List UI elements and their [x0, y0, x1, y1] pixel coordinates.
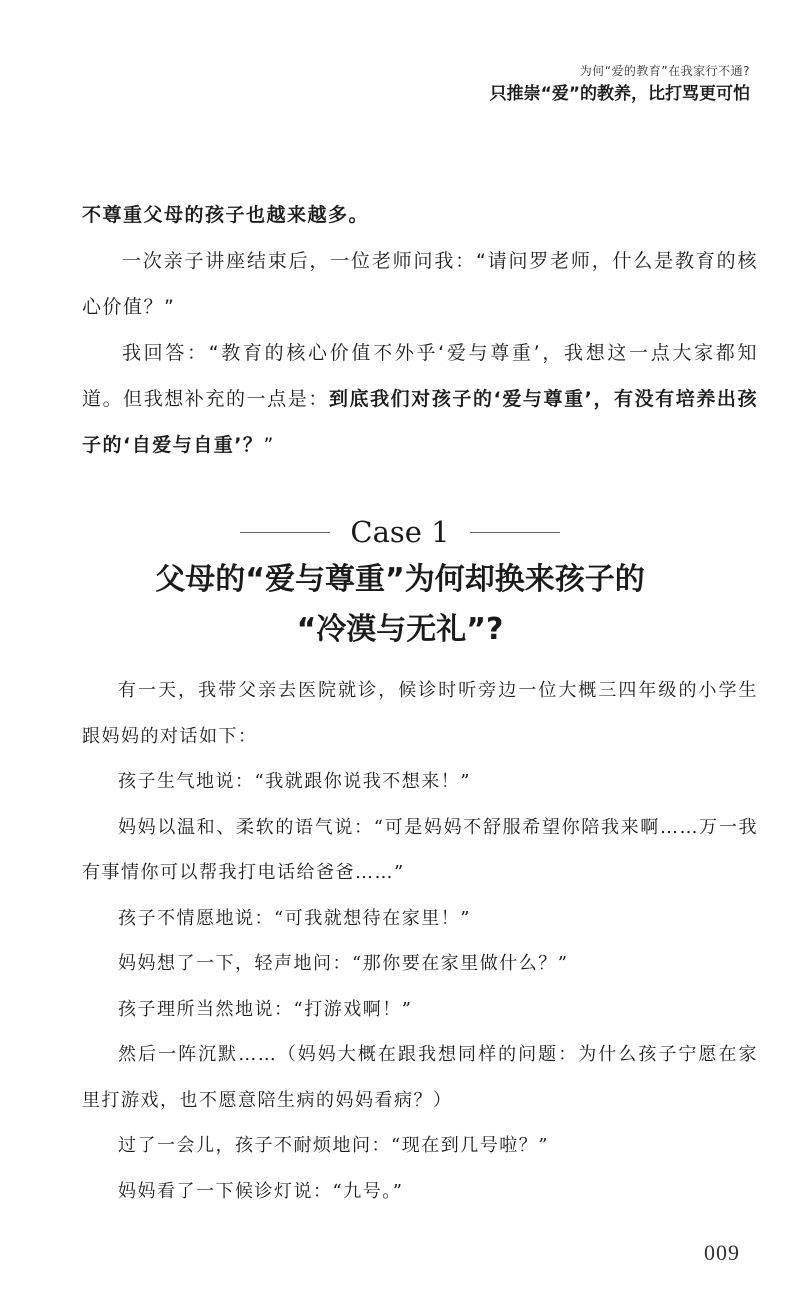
running-header-title: 只推崇“爱”的教养，比打骂更可怕: [489, 84, 750, 104]
intro-paragraph-2: 一次亲子讲座结束后，一位老师问我：“请问罗老师，什么是教育的核心价值？”: [82, 250, 758, 318]
intro-paragraph-3-plain: 我回答：“教育的核心价值不外乎‘爱与尊重’，我想这一点大家都知道。但我想补充的一点是：: [82, 342, 758, 410]
case-label: Case 1: [350, 515, 450, 549]
intro-line: [82, 192, 758, 238]
running-header: [490, 62, 750, 106]
case-title-line-2: “冷漠与无礼”?: [296, 612, 504, 647]
intro-paragraph-3: [82, 330, 758, 468]
page-number: 009: [704, 1240, 740, 1265]
story-paragraph: 妈妈想了一下，轻声地问：“那你要在家里做什么？”: [118, 953, 569, 974]
story-paragraph: 过了一会儿，孩子不耐烦地问：“现在到几号啦？”: [118, 1135, 549, 1156]
story-paragraph: 孩子理所当然地说：“打游戏啊！”: [118, 998, 413, 1020]
story-paragraph: 妈妈看了一下候诊灯说：“九号。”: [118, 1180, 404, 1202]
story-paragraph: 孩子不情愿地说：“可我就想待在家里！”: [118, 907, 471, 929]
story-paragraph: 妈妈以温和、柔软的语气说：“可是妈妈不舒服希望你陪我来啊……万一我有事情你可以帮我打电话给爸爸……”: [82, 816, 758, 883]
case-heading: [0, 510, 800, 654]
case-rule-left: [240, 532, 330, 533]
intro-paragraph-3-end: ”: [263, 434, 275, 456]
running-header-subtitle: 为何“爱的教育”在我家行不通?: [579, 64, 750, 78]
case-rule-right: [470, 532, 560, 533]
story-paragraph: 然后一阵沉默……（妈妈大概在跟我想同样的问题：为什么孩子宁愿在家里打游戏，也不愿意陪生病的妈妈看病？）: [82, 1044, 758, 1111]
intro-paragraph-3-bold: 到底我们对孩子的‘爱与尊重’，有没有培养出孩子的‘自爱与自重’？: [82, 388, 758, 456]
story-paragraph: 孩子生气地说：“我就跟你说我不想来！”: [118, 771, 471, 792]
story-body: [82, 668, 758, 1214]
case-label-row: [0, 510, 800, 554]
intro-bold-line: 不尊重父母的孩子也越来越多。: [82, 204, 370, 226]
story-paragraph: 有一天，我带父亲去医院就诊，候诊时听旁边一位大概三四年级的小学生跟妈妈的对话如下：: [82, 680, 758, 747]
case-title-line-1: 父母的“爱与尊重”为何却换来孩子的: [155, 562, 645, 597]
